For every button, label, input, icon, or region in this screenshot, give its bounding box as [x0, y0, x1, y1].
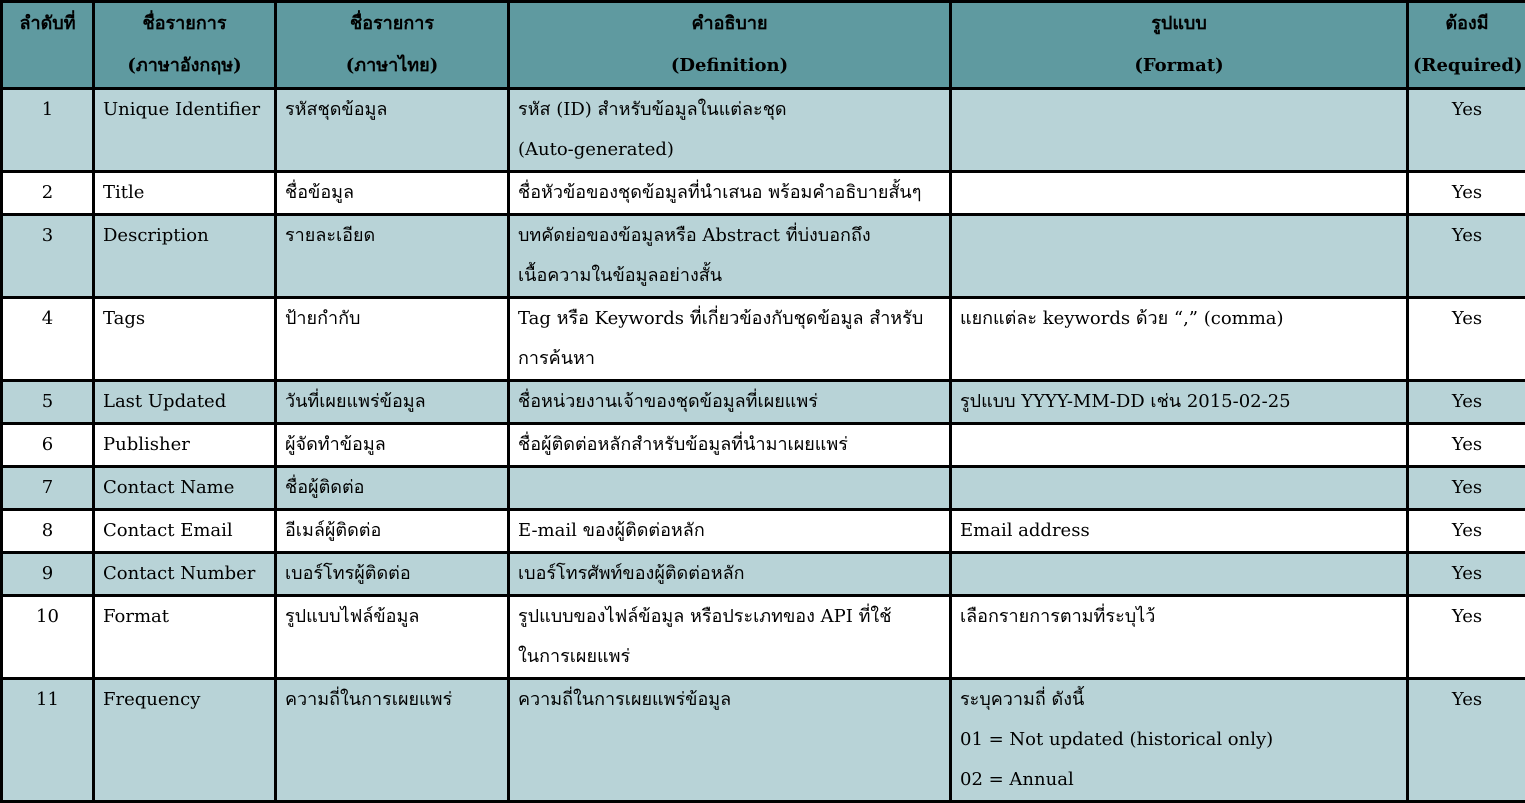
cell-definition: ชื่อผู้ติดต่อหลักสำหรับข้อมูลที่นำมาเผยแพร่	[509, 424, 951, 467]
cell-required: Yes	[1408, 679, 1525, 802]
header-definition: คำอธิบาย (Definition)	[509, 2, 951, 89]
cell-name-en: Tags	[94, 298, 276, 381]
cell-no: 2	[2, 172, 94, 215]
cell-definition: เบอร์โทรศัพท์ของผู้ติดต่อหลัก	[509, 553, 951, 596]
table-row	[2, 424, 1525, 467]
table-row	[2, 596, 1525, 679]
cell-name-en: Contact Number	[94, 553, 276, 596]
cell-format: เลือกรายการตามที่ระบุไว้	[951, 596, 1408, 679]
table-row	[2, 215, 1525, 298]
cell-format	[951, 172, 1408, 215]
header-no: ลำดับที่	[2, 2, 94, 89]
cell-format	[951, 424, 1408, 467]
cell-name-en: Title	[94, 172, 276, 215]
header-row	[2, 2, 1525, 89]
table-row	[2, 679, 1525, 802]
cell-no: 7	[2, 467, 94, 510]
cell-name-th: วันที่เผยแพร่ข้อมูล	[276, 381, 509, 424]
cell-name-th: อีเมล์ผู้ติดต่อ	[276, 510, 509, 553]
cell-definition: รูปแบบของไฟล์ข้อมูล หรือประเภทของ API ที่ใช้ ในการเผยแพร่	[509, 596, 951, 679]
cell-no: 5	[2, 381, 94, 424]
table-row	[2, 553, 1525, 596]
cell-required: Yes	[1408, 467, 1525, 510]
cell-name-th: รหัสชุดข้อมูล	[276, 89, 509, 172]
cell-definition: ความถี่ในการเผยแพร่ข้อมูล	[509, 679, 951, 802]
cell-required: Yes	[1408, 553, 1525, 596]
cell-no: 6	[2, 424, 94, 467]
cell-format	[951, 89, 1408, 172]
cell-name-en: Contact Email	[94, 510, 276, 553]
cell-no: 10	[2, 596, 94, 679]
cell-required: Yes	[1408, 89, 1525, 172]
header-name-en: ชื่อรายการ (ภาษาอังกฤษ)	[94, 2, 276, 89]
cell-name-en: Unique Identifier	[94, 89, 276, 172]
cell-required: Yes	[1408, 596, 1525, 679]
table-row	[2, 381, 1525, 424]
cell-format: แยกแต่ละ keywords ด้วย “,” (comma)	[951, 298, 1408, 381]
cell-definition: E-mail ของผู้ติดต่อหลัก	[509, 510, 951, 553]
cell-no: 3	[2, 215, 94, 298]
cell-definition: บทคัดย่อของข้อมูลหรือ Abstract ที่บ่งบอกถึง เนื้อความในข้อมูลอย่างสั้น	[509, 215, 951, 298]
cell-name-en: Contact Name	[94, 467, 276, 510]
cell-no: 1	[2, 89, 94, 172]
table-row	[2, 172, 1525, 215]
cell-required: Yes	[1408, 381, 1525, 424]
cell-no: 4	[2, 298, 94, 381]
header-name-th: ชื่อรายการ (ภาษาไทย)	[276, 2, 509, 89]
cell-name-th: ผู้จัดทำข้อมูล	[276, 424, 509, 467]
cell-format: รูปแบบ YYYY-MM-DD เช่น 2015-02-25	[951, 381, 1408, 424]
cell-no: 11	[2, 679, 94, 802]
cell-name-th: เบอร์โทรผู้ติดต่อ	[276, 553, 509, 596]
cell-required: Yes	[1408, 215, 1525, 298]
cell-definition: ชื่อหัวข้อของชุดข้อมูลที่นำเสนอ พร้อมคำอธิบายสั้นๆ	[509, 172, 951, 215]
table-row	[2, 467, 1525, 510]
table-row	[2, 510, 1525, 553]
table-row	[2, 298, 1525, 381]
cell-format	[951, 467, 1408, 510]
cell-name-en: Last Updated	[94, 381, 276, 424]
cell-name-th: ความถี่ในการเผยแพร่	[276, 679, 509, 802]
header-format: รูปแบบ (Format)	[951, 2, 1408, 89]
cell-format	[951, 553, 1408, 596]
cell-name-en: Publisher	[94, 424, 276, 467]
table-row	[2, 89, 1525, 172]
cell-name-th: ชื่อผู้ติดต่อ	[276, 467, 509, 510]
cell-name-th: รูปแบบไฟล์ข้อมูล	[276, 596, 509, 679]
cell-definition: ชื่อหน่วยงานเจ้าของชุดข้อมูลที่เผยแพร่	[509, 381, 951, 424]
cell-definition	[509, 467, 951, 510]
cell-no: 9	[2, 553, 94, 596]
cell-required: Yes	[1408, 172, 1525, 215]
cell-name-th: ป้ายกำกับ	[276, 298, 509, 381]
cell-format	[951, 215, 1408, 298]
cell-format: Email address	[951, 510, 1408, 553]
cell-name-en: Frequency	[94, 679, 276, 802]
cell-name-en: Description	[94, 215, 276, 298]
header-required: ต้องมี (Required)	[1408, 2, 1525, 89]
cell-required: Yes	[1408, 510, 1525, 553]
cell-required: Yes	[1408, 424, 1525, 467]
cell-definition: Tag หรือ Keywords ที่เกี่ยวข้องกับชุดข้อมูล สำหรับ การค้นหา	[509, 298, 951, 381]
cell-format: ระบุความถี่ ดังนี้ 01 = Not updated (historical only) 02 = Annual	[951, 679, 1408, 802]
cell-name-th: ชื่อข้อมูล	[276, 172, 509, 215]
cell-name-en: Format	[94, 596, 276, 679]
cell-required: Yes	[1408, 298, 1525, 381]
cell-no: 8	[2, 510, 94, 553]
cell-name-th: รายละเอียด	[276, 215, 509, 298]
cell-definition: รหัส (ID) สำหรับข้อมูลในแต่ละชุด (Auto-generated)	[509, 89, 951, 172]
